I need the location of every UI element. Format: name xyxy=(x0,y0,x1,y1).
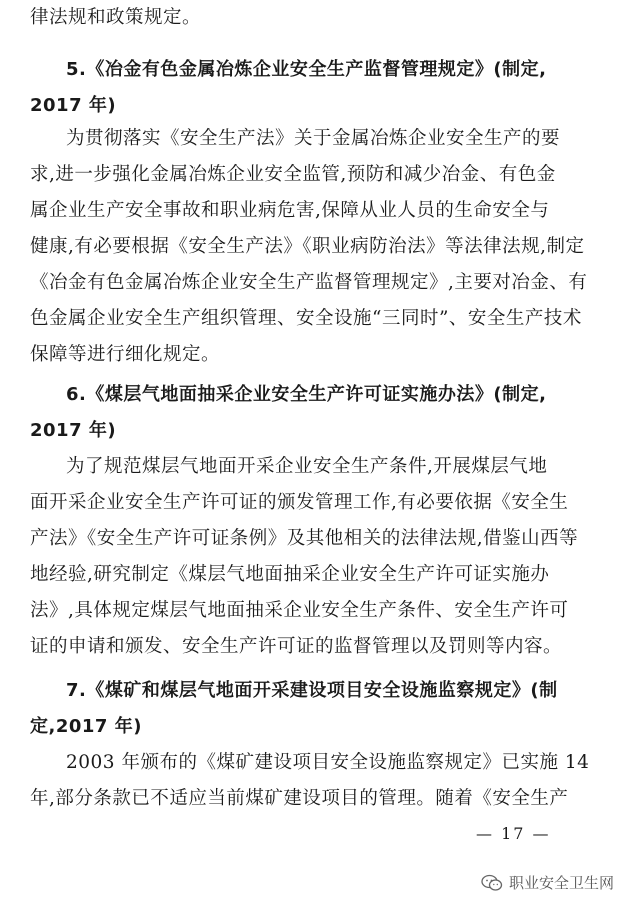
section-heading-7: 7.《煤矿和煤层气地面开采建设项目安全设施监察规定》(制 xyxy=(66,680,558,701)
text-line: 健康,有必要根据《安全生产法》《职业病防治法》等法律法规,制定 xyxy=(30,236,585,257)
text-line: 年,部分条款已不适应当前煤矿建设项目的管理。随着《安全生产 xyxy=(30,788,569,809)
page-number: — 17 — xyxy=(476,824,551,843)
text-line: 保障等进行细化规定。 xyxy=(30,344,221,365)
text-line: 《冶金有色金属冶炼企业安全生产监督管理规定》,主要对冶金、有 xyxy=(30,272,588,293)
text-line: 律法规和政策规定。 xyxy=(30,7,202,28)
text-line: 产法》《安全生产许可证条例》及其他相关的法律法规,借鉴山西等 xyxy=(30,528,579,549)
section-heading-5: 5.《冶金有色金属冶炼企业安全生产监督管理规定》(制定, xyxy=(66,59,547,80)
wechat-icon xyxy=(481,874,503,892)
text-line: 为贯彻落实《安全生产法》关于金属冶炼企业安全生产的要 xyxy=(66,128,561,149)
text-line: 色金属企业安全生产组织管理、安全设施“三同时”、安全生产技术 xyxy=(30,308,582,329)
text-line: 面开采企业安全生产许可证的颁发管理工作,有必要依据《安全生 xyxy=(30,492,569,513)
section-heading-5-year: 2017 年) xyxy=(30,95,117,116)
text-line: 证的申请和颁发、安全生产许可证的监督管理以及罚则等内容。 xyxy=(30,636,563,657)
section-heading-6: 6.《煤层气地面抽采企业安全生产许可证实施办法》(制定, xyxy=(66,384,547,405)
section-heading-7-year: 定,2017 年) xyxy=(30,716,142,737)
text-line: 属企业生产安全事故和职业病危害,保障从业人员的生命安全与 xyxy=(30,200,550,221)
text-line: 地经验,研究制定《煤层气地面抽采企业安全生产许可证实施办 xyxy=(30,564,550,585)
watermark-label: 职业安全卫生网 xyxy=(508,874,614,892)
section-heading-6-year: 2017 年) xyxy=(30,420,117,441)
text-line: 求,进一步强化金属冶炼企业安全监管,预防和减少冶金、有色金 xyxy=(30,164,556,185)
text-line: 为了规范煤层气地面开采企业安全生产条件,开展煤层气地 xyxy=(66,456,548,477)
text-line: 2003 年颁布的《煤矿建设项目安全设施监察规定》已实施 14 xyxy=(66,752,590,773)
watermark xyxy=(481,872,614,893)
text-line: 法》,具体规定煤层气地面抽采企业安全生产条件、安全生产许可 xyxy=(30,600,569,621)
